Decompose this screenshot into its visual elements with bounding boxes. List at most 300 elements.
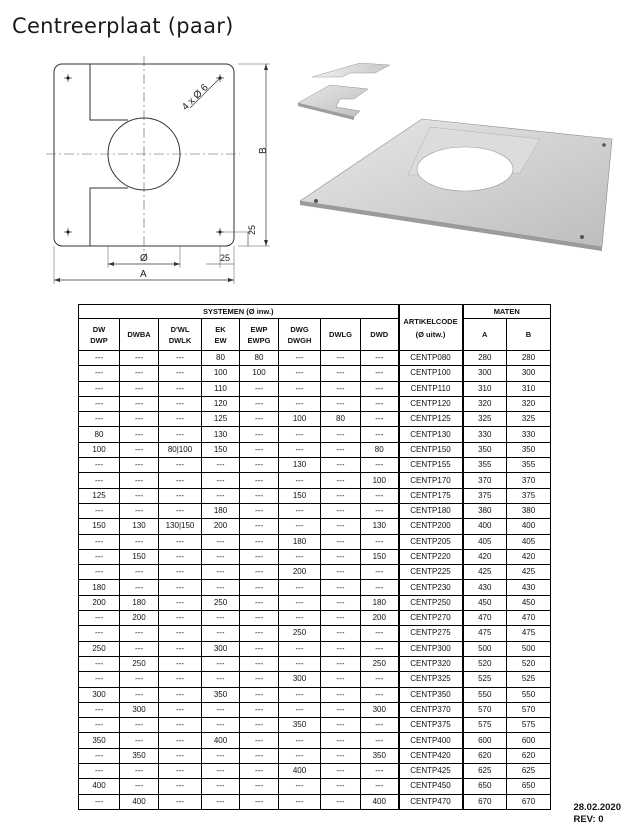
- table-cell: ---: [120, 366, 159, 381]
- table-row: [79, 396, 551, 411]
- table-row: [79, 488, 551, 503]
- article-code-cell: CENTP205: [399, 534, 463, 549]
- hole-label: 4 x Ø 6: [180, 82, 211, 113]
- table-cell: ---: [202, 611, 240, 626]
- table-cell: ---: [321, 595, 361, 610]
- table-cell: ---: [321, 611, 361, 626]
- table-cell: 100: [202, 366, 240, 381]
- table-cell: ---: [120, 641, 159, 656]
- table-cell: ---: [321, 503, 361, 518]
- table-cell: 470: [463, 611, 507, 626]
- column-header-line2: EWPG: [247, 335, 271, 345]
- table-cell: 130: [361, 519, 399, 534]
- table-cell: ---: [240, 611, 279, 626]
- table-cell: ---: [202, 549, 240, 564]
- table-cell: ---: [240, 641, 279, 656]
- table-cell: ---: [279, 519, 321, 534]
- column-header-line1: EK: [215, 324, 226, 334]
- table-cell: 300: [463, 366, 507, 381]
- table-cell: 280: [507, 351, 551, 366]
- table-cell: ---: [279, 641, 321, 656]
- table-cell: 350: [279, 718, 321, 733]
- footer-info: [573, 802, 621, 826]
- table-cell: 370: [463, 473, 507, 488]
- table-cell: ---: [79, 458, 120, 473]
- table-cell: ---: [361, 396, 399, 411]
- article-code-cell: CENTP320: [399, 656, 463, 671]
- article-code-cell: CENTP425: [399, 764, 463, 779]
- table-cell: ---: [120, 442, 159, 457]
- table-cell: 110: [202, 381, 240, 396]
- table-cell: ---: [240, 549, 279, 564]
- table-cell: ---: [159, 595, 202, 610]
- table-cell: 150: [120, 549, 159, 564]
- table-cell: ---: [159, 580, 202, 595]
- table-cell: ---: [279, 595, 321, 610]
- table-cell: ---: [120, 779, 159, 794]
- table-cell: ---: [321, 794, 361, 809]
- table-cell: ---: [240, 427, 279, 442]
- table-cell: ---: [202, 748, 240, 763]
- table-cell: 180: [202, 503, 240, 518]
- article-code-cell: CENTP225: [399, 565, 463, 580]
- table-cell: ---: [321, 764, 361, 779]
- table-cell: ---: [159, 656, 202, 671]
- table-cell: ---: [159, 396, 202, 411]
- table-cell: ---: [79, 794, 120, 809]
- table-cell: ---: [120, 381, 159, 396]
- table-cell: 670: [463, 794, 507, 809]
- table-cell: 400: [120, 794, 159, 809]
- table-row: [79, 794, 551, 809]
- column-header: [361, 319, 399, 351]
- table-cell: ---: [361, 412, 399, 427]
- table-cell: ---: [279, 366, 321, 381]
- table-row: [79, 687, 551, 702]
- table-cell: 100: [79, 442, 120, 457]
- table-cell: 250: [120, 656, 159, 671]
- table-cell: 405: [507, 534, 551, 549]
- table-cell: ---: [240, 534, 279, 549]
- table-cell: 130|150: [159, 519, 202, 534]
- table-row: [79, 519, 551, 534]
- table-cell: ---: [159, 351, 202, 366]
- table-cell: ---: [321, 718, 361, 733]
- table-cell: 310: [507, 381, 551, 396]
- table-cell: 150: [279, 488, 321, 503]
- table-cell: 200: [120, 611, 159, 626]
- table-cell: 130: [202, 427, 240, 442]
- table-cell: ---: [361, 503, 399, 518]
- table-row: [79, 473, 551, 488]
- table-cell: 320: [507, 396, 551, 411]
- table-cell: ---: [120, 626, 159, 641]
- table-cell: ---: [202, 764, 240, 779]
- table-row: [79, 427, 551, 442]
- table-cell: 400: [79, 779, 120, 794]
- table-cell: 200: [79, 595, 120, 610]
- article-code-cell: CENTP300: [399, 641, 463, 656]
- table-cell: ---: [79, 626, 120, 641]
- table-cell: 325: [507, 412, 551, 427]
- table-cell: ---: [361, 351, 399, 366]
- table-row: [79, 458, 551, 473]
- table-cell: ---: [321, 565, 361, 580]
- spec-table-container: [78, 304, 551, 810]
- table-cell: ---: [79, 611, 120, 626]
- table-body: [79, 351, 551, 810]
- table-cell: ---: [79, 534, 120, 549]
- table-cell: 180: [279, 534, 321, 549]
- table-cell: ---: [240, 519, 279, 534]
- table-cell: ---: [361, 687, 399, 702]
- table-cell: ---: [279, 503, 321, 518]
- table-cell: ---: [159, 626, 202, 641]
- table-group-header-row: [79, 305, 551, 319]
- article-code-cell: CENTP220: [399, 549, 463, 564]
- table-cell: ---: [120, 473, 159, 488]
- table-cell: 350: [120, 748, 159, 763]
- table-cell: 370: [507, 473, 551, 488]
- table-cell: ---: [240, 412, 279, 427]
- table-row: [79, 702, 551, 717]
- revision-label: REV: 0: [573, 814, 604, 825]
- table-cell: 500: [463, 641, 507, 656]
- table-row: [79, 748, 551, 763]
- table-row: [79, 764, 551, 779]
- table-cell: ---: [79, 565, 120, 580]
- table-cell: 350: [507, 442, 551, 457]
- table-row: [79, 672, 551, 687]
- table-cell: ---: [79, 672, 120, 687]
- article-code-cell: CENTP125: [399, 412, 463, 427]
- article-code-cell: CENTP170: [399, 473, 463, 488]
- column-header-line2: DWGH: [287, 335, 312, 345]
- table-row: [79, 641, 551, 656]
- table-cell: ---: [321, 488, 361, 503]
- table-cell: 650: [507, 779, 551, 794]
- table-cell: 650: [463, 779, 507, 794]
- table-cell: ---: [321, 748, 361, 763]
- table-cell: ---: [321, 733, 361, 748]
- article-code-cell: CENTP200: [399, 519, 463, 534]
- dim-25-right-label: 25: [247, 224, 257, 235]
- table-cell: 200: [361, 611, 399, 626]
- table-cell: ---: [79, 381, 120, 396]
- table-cell: ---: [159, 427, 202, 442]
- table-cell: ---: [79, 702, 120, 717]
- article-code-cell: CENTP370: [399, 702, 463, 717]
- table-cell: 250: [79, 641, 120, 656]
- table-row: [79, 779, 551, 794]
- table-cell: 180: [79, 580, 120, 595]
- table-cell: ---: [321, 534, 361, 549]
- table-cell: ---: [361, 366, 399, 381]
- table-cell: ---: [361, 641, 399, 656]
- table-cell: 250: [279, 626, 321, 641]
- table-cell: 150: [79, 519, 120, 534]
- table-row: [79, 381, 551, 396]
- table-cell: ---: [159, 611, 202, 626]
- table-cell: 200: [279, 565, 321, 580]
- table-cell: 150: [202, 442, 240, 457]
- table-cell: 550: [507, 687, 551, 702]
- table-cell: ---: [159, 381, 202, 396]
- table-cell: 425: [507, 565, 551, 580]
- table-row: [79, 611, 551, 626]
- table-cell: ---: [120, 412, 159, 427]
- table-cell: 570: [463, 702, 507, 717]
- table-cell: 80: [321, 412, 361, 427]
- table-cell: 80: [79, 427, 120, 442]
- table-cell: ---: [321, 396, 361, 411]
- table-cell: 620: [463, 748, 507, 763]
- column-header: [321, 319, 361, 351]
- table-cell: 200: [202, 519, 240, 534]
- table-cell: ---: [361, 764, 399, 779]
- table-cell: ---: [240, 702, 279, 717]
- table-cell: 80: [361, 442, 399, 457]
- table-cell: 425: [463, 565, 507, 580]
- table-cell: ---: [120, 534, 159, 549]
- table-cell: 500: [507, 641, 551, 656]
- table-cell: 420: [463, 549, 507, 564]
- table-cell: ---: [361, 672, 399, 687]
- table-cell: 575: [507, 718, 551, 733]
- table-cell: ---: [120, 580, 159, 595]
- document-date: 28.02.2020: [573, 802, 621, 813]
- table-cell: ---: [240, 488, 279, 503]
- table-cell: 120: [202, 396, 240, 411]
- table-cell: ---: [79, 764, 120, 779]
- table-cell: ---: [79, 473, 120, 488]
- table-cell: ---: [321, 626, 361, 641]
- table-cell: ---: [240, 794, 279, 809]
- table-cell: ---: [202, 779, 240, 794]
- table-cell: 600: [463, 733, 507, 748]
- table-cell: ---: [240, 580, 279, 595]
- table-cell: ---: [79, 503, 120, 518]
- column-header: [202, 319, 240, 351]
- table-cell: ---: [159, 412, 202, 427]
- article-code-cell: CENTP350: [399, 687, 463, 702]
- table-cell: ---: [159, 672, 202, 687]
- table-cell: ---: [159, 687, 202, 702]
- table-cell: ---: [240, 381, 279, 396]
- table-cell: 310: [463, 381, 507, 396]
- column-header: [79, 319, 120, 351]
- table-cell: 180: [120, 595, 159, 610]
- table-cell: ---: [321, 442, 361, 457]
- table-cell: ---: [321, 580, 361, 595]
- table-cell: ---: [321, 427, 361, 442]
- table-cell: 470: [507, 611, 551, 626]
- table-cell: 430: [463, 580, 507, 595]
- table-cell: ---: [159, 565, 202, 580]
- article-code-cell: CENTP325: [399, 672, 463, 687]
- table-cell: ---: [202, 794, 240, 809]
- table-cell: 625: [463, 764, 507, 779]
- column-header: [120, 319, 159, 351]
- table-cell: ---: [279, 687, 321, 702]
- table-cell: ---: [361, 427, 399, 442]
- column-header: [240, 319, 279, 351]
- table-cell: ---: [79, 366, 120, 381]
- table-cell: 355: [463, 458, 507, 473]
- table-cell: ---: [120, 458, 159, 473]
- table-cell: ---: [279, 351, 321, 366]
- table-cell: ---: [120, 718, 159, 733]
- table-cell: 130: [120, 519, 159, 534]
- table-cell: 525: [463, 672, 507, 687]
- table-row: [79, 366, 551, 381]
- column-header-line2: DWP: [90, 335, 108, 345]
- column-header-line1: DWBA: [127, 330, 151, 339]
- article-code-cell: CENTP230: [399, 580, 463, 595]
- table-cell: ---: [120, 733, 159, 748]
- table-cell: ---: [240, 458, 279, 473]
- table-cell: 320: [463, 396, 507, 411]
- table-cell: ---: [279, 442, 321, 457]
- table-cell: ---: [79, 718, 120, 733]
- table-cell: 325: [463, 412, 507, 427]
- table-cell: 570: [507, 702, 551, 717]
- table-cell: ---: [240, 396, 279, 411]
- table-cell: 80: [240, 351, 279, 366]
- table-cell: ---: [159, 794, 202, 809]
- table-cell: ---: [321, 381, 361, 396]
- table-cell: 330: [507, 427, 551, 442]
- table-cell: 300: [120, 702, 159, 717]
- table-cell: ---: [202, 565, 240, 580]
- table-cell: ---: [279, 702, 321, 717]
- table-cell: 350: [463, 442, 507, 457]
- table-row: [79, 534, 551, 549]
- table-cell: ---: [321, 519, 361, 534]
- table-cell: ---: [321, 687, 361, 702]
- table-cell: ---: [279, 381, 321, 396]
- table-cell: ---: [159, 718, 202, 733]
- table-cell: ---: [361, 718, 399, 733]
- table-cell: ---: [361, 381, 399, 396]
- table-cell: ---: [361, 458, 399, 473]
- article-code-cell: CENTP100: [399, 366, 463, 381]
- table-cell: ---: [240, 748, 279, 763]
- table-cell: ---: [279, 733, 321, 748]
- table-cell: ---: [120, 488, 159, 503]
- table-cell: 670: [507, 794, 551, 809]
- article-code-cell: CENTP180: [399, 503, 463, 518]
- table-cell: 625: [507, 764, 551, 779]
- table-cell: ---: [159, 488, 202, 503]
- table-cell: 150: [361, 549, 399, 564]
- table-cell: ---: [120, 672, 159, 687]
- column-header-line1: D'WL: [170, 324, 190, 334]
- table-cell: ---: [361, 565, 399, 580]
- article-code-cell: CENTP080: [399, 351, 463, 366]
- table-cell: ---: [321, 641, 361, 656]
- table-cell: ---: [240, 626, 279, 641]
- table-cell: ---: [321, 672, 361, 687]
- table-cell: ---: [202, 458, 240, 473]
- table-cell: ---: [279, 656, 321, 671]
- table-cell: 380: [463, 503, 507, 518]
- article-code-cell: CENTP155: [399, 458, 463, 473]
- table-cell: 430: [507, 580, 551, 595]
- table-row: [79, 565, 551, 580]
- table-cell: ---: [202, 702, 240, 717]
- table-cell: 475: [463, 626, 507, 641]
- table-cell: 400: [202, 733, 240, 748]
- table-cell: ---: [321, 366, 361, 381]
- table-row: [79, 503, 551, 518]
- table-row: [79, 626, 551, 641]
- article-code-header: [399, 305, 463, 351]
- table-cell: 550: [463, 687, 507, 702]
- column-header-line1: DWLG: [329, 330, 352, 339]
- table-cell: 180: [361, 595, 399, 610]
- table-cell: ---: [202, 626, 240, 641]
- table-cell: ---: [159, 458, 202, 473]
- column-header: [279, 319, 321, 351]
- table-row: [79, 580, 551, 595]
- table-cell: ---: [240, 764, 279, 779]
- table-cell: ---: [321, 458, 361, 473]
- table-cell: ---: [120, 351, 159, 366]
- table-cell: 350: [361, 748, 399, 763]
- table-cell: ---: [202, 473, 240, 488]
- table-cell: 100: [240, 366, 279, 381]
- table-cell: 80|100: [159, 442, 202, 457]
- table-cell: ---: [202, 488, 240, 503]
- table-row: [79, 549, 551, 564]
- table-cell: ---: [240, 718, 279, 733]
- table-cell: ---: [240, 687, 279, 702]
- article-code-cell: CENTP470: [399, 794, 463, 809]
- table-cell: ---: [279, 794, 321, 809]
- dim-b-label: B: [258, 147, 269, 154]
- table-cell: 125: [202, 412, 240, 427]
- table-cell: ---: [279, 580, 321, 595]
- table-cell: ---: [240, 672, 279, 687]
- table-cell: ---: [120, 503, 159, 518]
- table-cell: ---: [202, 656, 240, 671]
- table-cell: 80: [202, 351, 240, 366]
- table-cell: 350: [79, 733, 120, 748]
- article-code-cell: CENTP250: [399, 595, 463, 610]
- table-cell: 100: [279, 412, 321, 427]
- spec-table: [78, 304, 551, 810]
- column-header-line1: EWP: [250, 324, 268, 334]
- table-row: [79, 595, 551, 610]
- article-code-cell: CENTP400: [399, 733, 463, 748]
- table-cell: ---: [361, 733, 399, 748]
- table-cell: ---: [279, 549, 321, 564]
- table-cell: 400: [361, 794, 399, 809]
- article-code-cell: CENTP450: [399, 779, 463, 794]
- table-cell: ---: [159, 534, 202, 549]
- table-cell: 300: [79, 687, 120, 702]
- column-header-line2: DWLK: [168, 335, 192, 345]
- table-cell: ---: [159, 748, 202, 763]
- table-cell: ---: [159, 702, 202, 717]
- table-cell: ---: [240, 595, 279, 610]
- table-cell: 620: [507, 748, 551, 763]
- table-cell: 280: [463, 351, 507, 366]
- table-cell: ---: [159, 473, 202, 488]
- article-code-cell: CENTP110: [399, 381, 463, 396]
- page-title: Centreerplaat (paar): [12, 14, 234, 38]
